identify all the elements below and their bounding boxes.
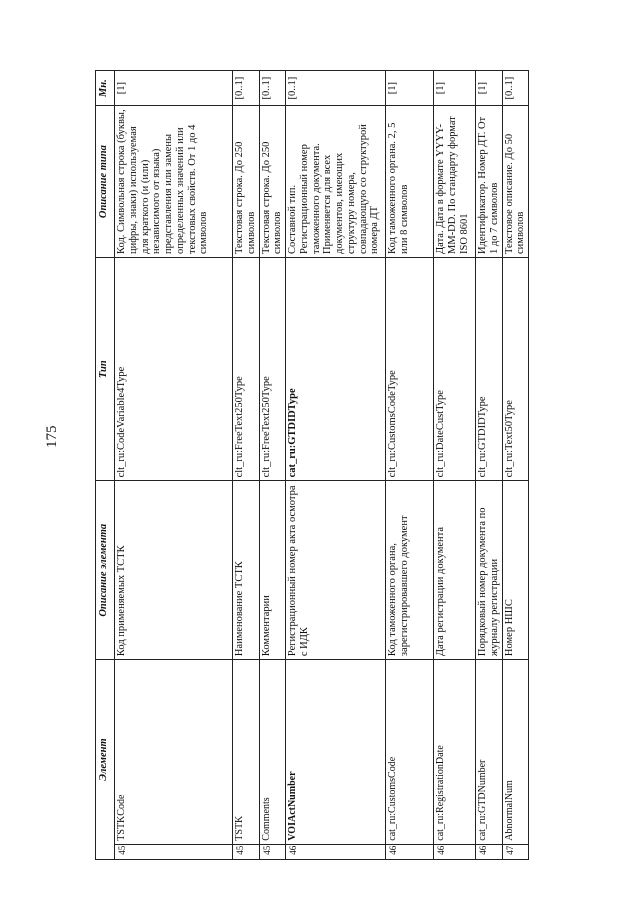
table-row <box>502 71 529 860</box>
row-cardinality: [0..1] <box>502 71 529 106</box>
row-element: cat_ru:RegistrationDate <box>434 660 476 845</box>
table-row <box>476 71 503 860</box>
row-element: cat_ru:GTDNumber <box>476 660 503 845</box>
row-number: 45 <box>233 844 260 859</box>
row-element: TSTKCode <box>115 660 233 845</box>
row-element-description: Порядковый номер документа по журналу регистрации <box>476 481 503 660</box>
page-number-text: 175 <box>44 425 60 448</box>
row-type-description: Код таможенного органа. 2, 5 или 8 символов <box>386 106 434 258</box>
row-number: 45 <box>259 844 286 859</box>
row-type-description: Текстовая строка. До 250 символов <box>259 106 286 258</box>
row-element-description: Наименование ТСТК <box>233 481 260 660</box>
row-type: clt_ru:FreeText250Type <box>233 257 260 480</box>
row-element-description: Код таможенного органа, зарегистрировавшего документ <box>386 481 434 660</box>
header-cardinality: Мн. <box>96 71 115 106</box>
row-cardinality: [1] <box>386 71 434 106</box>
header-element-description: Описание элемента <box>96 481 115 660</box>
row-element: TSTK <box>233 660 260 845</box>
row-cardinality: [0..1] <box>286 71 386 106</box>
row-number: 46 <box>286 844 386 859</box>
table-header-row <box>96 71 115 860</box>
row-type: clt_ru:DateCustType <box>434 257 476 480</box>
row-type-description: Код. Символьная строка (буквы, цифры, знаки) используемая для краткого (и (или) независимого от языка) представления или замены определенных значений или текстовых свойств. От 1 до 4 символов <box>115 106 233 258</box>
row-element-description: Комментарии <box>259 481 286 660</box>
row-cardinality: [0..1] <box>233 71 260 106</box>
row-type: clt_ru:GTDIDType <box>476 257 503 480</box>
row-type-description: Составной тип. Регистрационный номер таможенного документа. Применяется для всех документов, имеющих структуру номера, совпадающую со структурой номера ДТ <box>286 106 386 258</box>
table-row <box>386 71 434 860</box>
row-cardinality: [1] <box>434 71 476 106</box>
row-type-description: Дата. Дата в формате YYYY-MM-DD. По стандарту формат ISO 8601 <box>434 106 476 258</box>
row-element: AbnormalNum <box>502 660 529 845</box>
row-cardinality: [1] <box>476 71 503 106</box>
row-element-description: Номер НШС <box>502 481 529 660</box>
row-type: clt_ru:CodeVariable4Type <box>115 257 233 480</box>
row-element: Comments <box>259 660 286 845</box>
table-row <box>259 71 286 860</box>
row-number: 47 <box>502 844 529 859</box>
row-number: 45 <box>115 844 233 859</box>
row-element-description: Регистрационный номер акта осмотра с ИДК <box>286 481 386 660</box>
row-cardinality: [1] <box>115 71 233 106</box>
element-table <box>95 70 529 860</box>
row-type-description: Идентификатор. Номер ДТ. От 1 до 7 символов <box>476 106 503 258</box>
table-body <box>115 71 529 860</box>
row-element: cat_ru:CustomsCode <box>386 660 434 845</box>
row-type: cat_ru:GTDIDType <box>286 257 386 480</box>
table-row <box>286 71 386 860</box>
header-element: Элемент <box>96 660 115 860</box>
header-type-description: Описание типа <box>96 106 115 258</box>
row-type: clt_ru:Text50Type <box>502 257 529 480</box>
row-type-description: Текстовое описание. До 50 символов <box>502 106 529 258</box>
row-type: clt_ru:FreeText250Type <box>259 257 286 480</box>
row-type-description: Текстовая строка. До 250 символов <box>233 106 260 258</box>
row-element-description: Дата регистрации документа <box>434 481 476 660</box>
table-row <box>115 71 233 860</box>
table-row <box>233 71 260 860</box>
rotated-table-wrapper <box>95 70 525 860</box>
row-element: VOIActNumber <box>286 660 386 845</box>
row-number: 46 <box>386 844 434 859</box>
table-row <box>434 71 476 860</box>
row-number: 46 <box>434 844 476 859</box>
row-element-description: Код применяемых ТСТК <box>115 481 233 660</box>
row-cardinality: [0..1] <box>259 71 286 106</box>
row-type: clt_ru:CustomsCodeType <box>386 257 434 480</box>
header-type: Тип <box>96 257 115 480</box>
row-number: 46 <box>476 844 503 859</box>
